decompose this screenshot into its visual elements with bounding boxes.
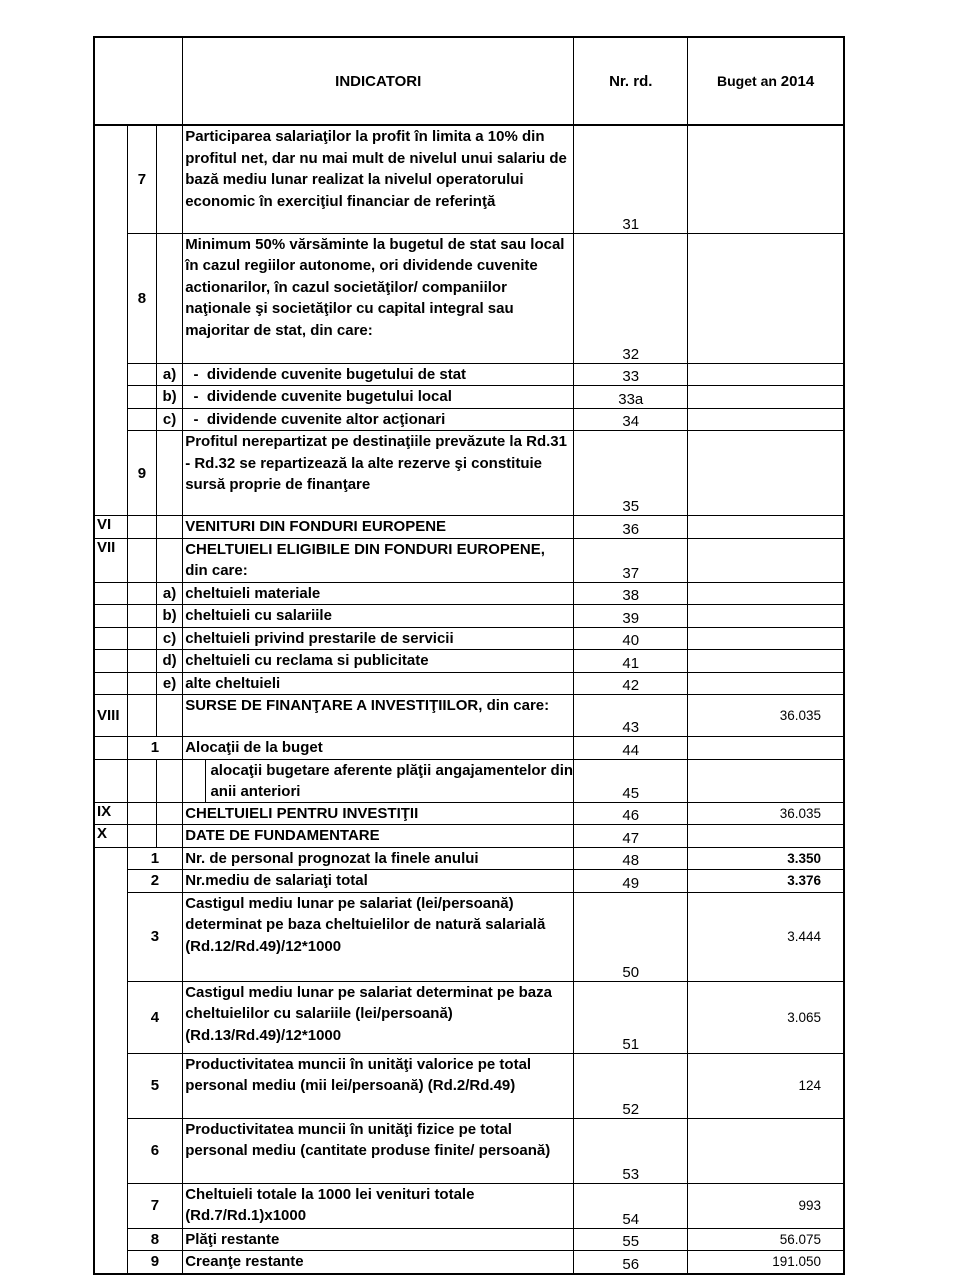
header-indicatori: INDICATORI <box>183 37 574 125</box>
row-indicator: cheltuieli cu salariile <box>183 605 574 628</box>
table-row <box>94 1183 844 1228</box>
header-nr-rd: Nr. rd. <box>574 37 688 125</box>
row-nr-rd: 39 <box>574 605 688 628</box>
row-letter: d) <box>156 650 182 673</box>
row-number <box>127 672 156 695</box>
row-value <box>688 672 844 695</box>
table-header-row <box>94 37 844 125</box>
row-value <box>688 737 844 760</box>
table-row <box>94 1118 844 1183</box>
row-number: 7 <box>127 1183 182 1228</box>
row-letter <box>156 538 182 582</box>
row-number <box>127 759 156 802</box>
row-value <box>688 627 844 650</box>
table-row <box>94 672 844 695</box>
row-nr-rd: 42 <box>574 672 688 695</box>
row-indicator: CHELTUIELI ELIGIBILE DIN FONDURI EUROPENE, din care: <box>183 538 574 582</box>
header-blank-cell <box>94 37 183 125</box>
row-number: 3 <box>127 892 182 981</box>
row-nr-rd: 51 <box>574 981 688 1053</box>
table-row <box>94 431 844 516</box>
row-value: 3.376 <box>688 870 844 893</box>
row-value <box>688 386 844 409</box>
row-number <box>127 538 156 582</box>
row-letter: b) <box>156 605 182 628</box>
budget-indicators-table <box>93 36 845 1275</box>
section-number <box>94 759 127 802</box>
row-number: 1 <box>127 847 182 870</box>
row-indicator: VENITURI DIN FONDURI EUROPENE <box>183 516 574 539</box>
row-value <box>688 1118 844 1183</box>
row-value: 191.050 <box>688 1251 844 1274</box>
row-letter: a) <box>156 363 182 386</box>
row-nr-rd: 40 <box>574 627 688 650</box>
section-number: IX <box>94 802 127 825</box>
row-number <box>127 825 156 848</box>
section-cell <box>94 847 127 1274</box>
row-nr-rd: 50 <box>574 892 688 981</box>
table-row <box>94 870 844 893</box>
row-letter <box>156 802 182 825</box>
row-nr-rd: 37 <box>574 538 688 582</box>
row-indicator: alte cheltuieli <box>183 672 574 695</box>
row-nr-rd: 47 <box>574 825 688 848</box>
row-letter: c) <box>156 627 182 650</box>
row-value: 3.350 <box>688 847 844 870</box>
row-value: 124 <box>688 1053 844 1118</box>
table-row <box>94 847 844 870</box>
section-number: VIII <box>94 695 127 737</box>
section-number: VII <box>94 538 127 582</box>
row-number: 4 <box>127 981 182 1053</box>
section-number <box>94 627 127 650</box>
row-nr-rd: 46 <box>574 802 688 825</box>
indent-spacer <box>183 760 206 802</box>
table-row <box>94 737 844 760</box>
row-letter <box>156 125 182 233</box>
table-row <box>94 408 844 431</box>
row-value: 3.065 <box>688 981 844 1053</box>
row-nr-rd: 32 <box>574 233 688 363</box>
row-value <box>688 650 844 673</box>
row-indicator: Alocaţii de la buget <box>183 737 574 760</box>
row-number <box>127 582 156 605</box>
table-row <box>94 1053 844 1118</box>
row-value: 36.035 <box>688 695 844 737</box>
row-indicator: Castigul mediu lunar pe salariat determinat pe baza cheltuielilor cu salariile (lei/persoană) (Rd.13/Rd.49)/12*1000 <box>183 981 574 1053</box>
row-number <box>127 650 156 673</box>
row-number <box>127 516 156 539</box>
row-value <box>688 233 844 363</box>
row-indicator: Castigul mediu lunar pe salariat (lei/persoană) determinat pe baza cheltuielilor de natură salarială (Rd.12/Rd.49)/12*1000 <box>183 892 574 981</box>
row-value <box>688 408 844 431</box>
row-nr-rd: 49 <box>574 870 688 893</box>
row-value <box>688 605 844 628</box>
row-number: 7 <box>127 125 156 233</box>
row-indicator: - dividende cuvenite bugetului local <box>183 386 574 409</box>
row-indicator: alocaţii bugetare aferente plăţii angajamentelor din anii anteriori <box>210 761 574 800</box>
section-number <box>94 672 127 695</box>
row-indicator: Productivitatea muncii în unităţi valorice pe total personal mediu (mii lei/persoană) (Rd.2/Rd.49) <box>183 1053 574 1118</box>
section-number: VI <box>94 516 127 539</box>
table-row <box>94 627 844 650</box>
table-row <box>94 363 844 386</box>
table-row <box>94 1228 844 1251</box>
table-row <box>94 759 844 802</box>
row-value <box>688 431 844 516</box>
row-letter <box>156 233 182 363</box>
row-indicator: Minimum 50% vărsăminte la bugetul de stat sau local în cazul regiilor autonome, ori dividende cuvenite actionarilor, în cazul societăţilor/ companiilor naţionale şi societăţilor cu capital integral sau majoritar de stat, din care: <box>183 233 574 363</box>
row-indicator: Participarea salariaţilor la profit în limita a 10% din profitul net, dar nu mai mult de nivelul unui salariu de bază mediu lunar realizat la nivelul operatorului economic în exerciţiul financiar de referinţă <box>183 125 574 233</box>
row-indicator: Creanţe restante <box>183 1251 574 1274</box>
row-number: 5 <box>127 1053 182 1118</box>
section-number <box>94 582 127 605</box>
table-row <box>94 892 844 981</box>
row-value <box>688 516 844 539</box>
row-number <box>127 605 156 628</box>
row-indicator: - dividende cuvenite altor acţionari <box>183 408 574 431</box>
row-indicator: SURSE DE FINANŢARE A INVESTIŢIILOR, din care: <box>183 695 574 737</box>
row-number <box>127 386 156 409</box>
header-buget-label: Buget an <box>717 72 777 89</box>
row-nr-rd: 36 <box>574 516 688 539</box>
row-number: 6 <box>127 1118 182 1183</box>
row-indicator: Cheltuieli totale la 1000 lei venituri totale (Rd.7/Rd.1)x1000 <box>183 1183 574 1228</box>
row-nr-rd: 41 <box>574 650 688 673</box>
row-letter <box>156 431 182 516</box>
row-letter <box>156 516 182 539</box>
row-nr-rd: 56 <box>574 1251 688 1274</box>
row-letter: e) <box>156 672 182 695</box>
row-indicator: CHELTUIELI PENTRU INVESTIŢII <box>183 802 574 825</box>
table-row <box>94 695 844 737</box>
row-nr-rd: 31 <box>574 125 688 233</box>
row-number <box>127 363 156 386</box>
row-value <box>688 759 844 802</box>
row-number: 8 <box>127 1228 182 1251</box>
table-row <box>94 233 844 363</box>
row-indicator: Nr.mediu de salariaţi total <box>183 870 574 893</box>
table-row <box>94 605 844 628</box>
table-row <box>94 650 844 673</box>
row-nr-rd: 43 <box>574 695 688 737</box>
row-number <box>127 695 156 737</box>
row-indicator-indented <box>183 759 574 802</box>
row-number <box>127 408 156 431</box>
row-nr-rd: 52 <box>574 1053 688 1118</box>
row-value <box>688 538 844 582</box>
row-number: 2 <box>127 870 182 893</box>
row-nr-rd: 53 <box>574 1118 688 1183</box>
row-value: 993 <box>688 1183 844 1228</box>
header-buget <box>688 37 844 125</box>
row-value: 3.444 <box>688 892 844 981</box>
row-number: 1 <box>127 737 182 760</box>
row-nr-rd: 34 <box>574 408 688 431</box>
row-value <box>688 825 844 848</box>
row-indicator: - dividende cuvenite bugetului de stat <box>183 363 574 386</box>
row-indicator: Nr. de personal prognozat la finele anului <box>183 847 574 870</box>
row-letter: b) <box>156 386 182 409</box>
section-cell <box>94 125 127 516</box>
table-row <box>94 1251 844 1274</box>
table-row <box>94 386 844 409</box>
row-indicator: cheltuieli privind prestarile de servicii <box>183 627 574 650</box>
row-value: 36.035 <box>688 802 844 825</box>
row-value <box>688 125 844 233</box>
row-indicator: Profitul nerepartizat pe destinaţiile prevăzute la Rd.31 - Rd.32 se repartizează la alte rezerve şi constituie sursă proprie de finanţare <box>183 431 574 516</box>
header-buget-year: 2014 <box>780 72 815 90</box>
row-letter <box>156 695 182 737</box>
row-nr-rd: 35 <box>574 431 688 516</box>
row-nr-rd: 48 <box>574 847 688 870</box>
row-indicator: cheltuieli materiale <box>183 582 574 605</box>
row-value <box>688 582 844 605</box>
row-indicator: cheltuieli cu reclama si publicitate <box>183 650 574 673</box>
row-nr-rd: 45 <box>574 759 688 802</box>
row-letter <box>156 825 182 848</box>
row-number: 9 <box>127 431 156 516</box>
row-indicator: Plăţi restante <box>183 1228 574 1251</box>
table-row <box>94 802 844 825</box>
row-number <box>127 627 156 650</box>
row-indicator: Productivitatea muncii în unităţi fizice pe total personal mediu (cantitate produse finite/ persoană) <box>183 1118 574 1183</box>
table-row <box>94 538 844 582</box>
section-number: X <box>94 825 127 848</box>
table-row <box>94 582 844 605</box>
row-nr-rd: 33 <box>574 363 688 386</box>
row-letter: a) <box>156 582 182 605</box>
table-row <box>94 516 844 539</box>
row-number <box>127 802 156 825</box>
table-row <box>94 981 844 1053</box>
section-number <box>94 605 127 628</box>
row-number: 8 <box>127 233 156 363</box>
table-row <box>94 125 844 233</box>
row-number: 9 <box>127 1251 182 1274</box>
row-nr-rd: 33a <box>574 386 688 409</box>
table-row <box>94 825 844 848</box>
row-nr-rd: 38 <box>574 582 688 605</box>
row-value <box>688 363 844 386</box>
row-letter <box>156 759 182 802</box>
row-indicator: DATE DE FUNDAMENTARE <box>183 825 574 848</box>
row-value: 56.075 <box>688 1228 844 1251</box>
row-nr-rd: 44 <box>574 737 688 760</box>
row-nr-rd: 55 <box>574 1228 688 1251</box>
section-number <box>94 737 127 760</box>
row-letter: c) <box>156 408 182 431</box>
row-nr-rd: 54 <box>574 1183 688 1228</box>
section-number <box>94 650 127 673</box>
